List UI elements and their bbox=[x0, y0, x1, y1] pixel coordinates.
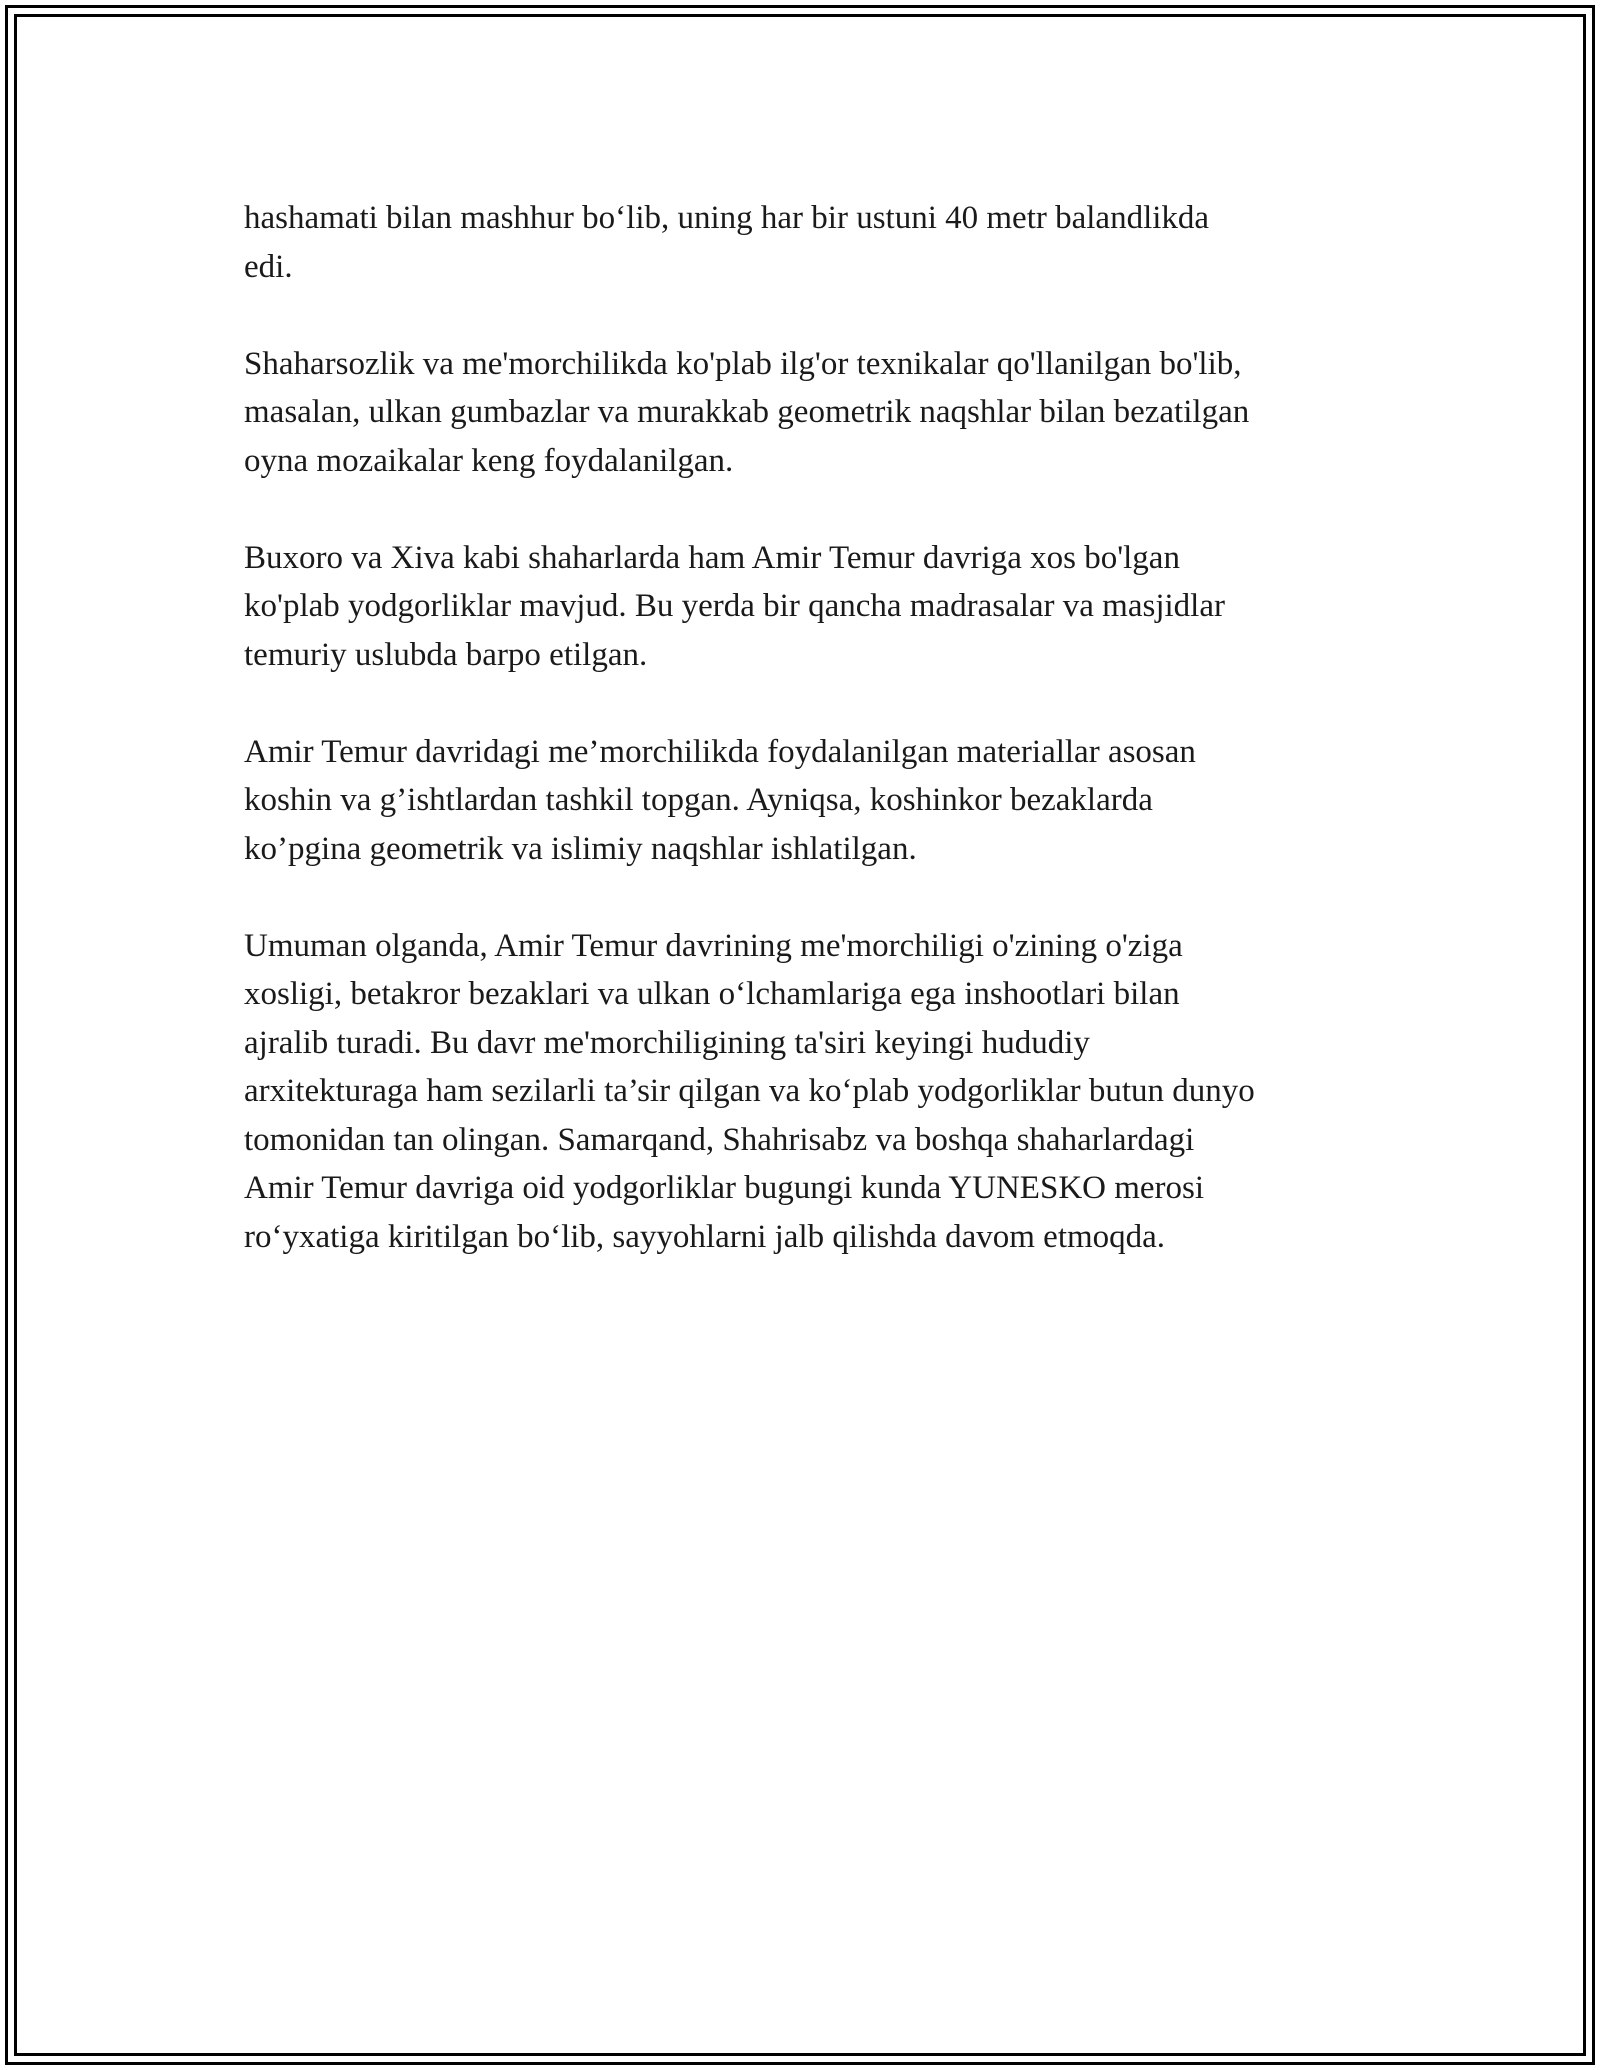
paragraph-3: Buxoro va Xiva kabi shaharlarda ham Amir Temur davriga xos bo'lgan ko'plab yodgorliklar mavjud. Bu yerda bir qancha madrasalar va masjidlar temuriy uslubda barpo etilgan. bbox=[244, 539, 1225, 673]
paragraph-5: Umuman olganda, Amir Temur davrining me'morchiligi o'zining o'ziga xosligi, betakror bezaklari va ulkan o‘lchamlariga ega inshootlari bilan ajralib turadi. Bu davr me'morchiligining ta'siri keyingi hududiy arxitekturaga ham sezilarli ta’sir qilgan va ko‘plab yodgorliklar butun dunyo tomonidan tan olingan. Samarqand, Shahrisabz va boshqa shaharlardagi Amir Temur davriga oid yodgorliklar bugungi kunda YUNESKO merosi ro‘yxatiga kiritilgan bo‘lib, sayyohlarni jalb qilishda davom etmoqda. bbox=[244, 927, 1255, 1255]
paragraph-2: Shaharsozlik va me'morchilikda ko'plab ilg'or texnikalar qo'llanilgan bo'lib, masalan, ulkan gumbazlar va murakkab geometrik naqshlar bilan bezatilgan oyna mozaikalar keng foydalanilgan. bbox=[244, 345, 1250, 479]
paragraph-4: Amir Temur davridagi me’morchilikda foydalanilgan materiallar asosan koshin va g’ishtlardan tashkil topgan. Ayniqsa, koshinkor bezaklarda ko’pgina geometrik va islimiy naqshlar ishlatilgan. bbox=[244, 733, 1196, 867]
paragraph-1: hashamati bilan mashhur bo‘lib, uning har bir ustuni 40 metr balandlikda edi. bbox=[244, 200, 1210, 285]
page-frame bbox=[5, 5, 1595, 2065]
document-body bbox=[244, 194, 1374, 1310]
